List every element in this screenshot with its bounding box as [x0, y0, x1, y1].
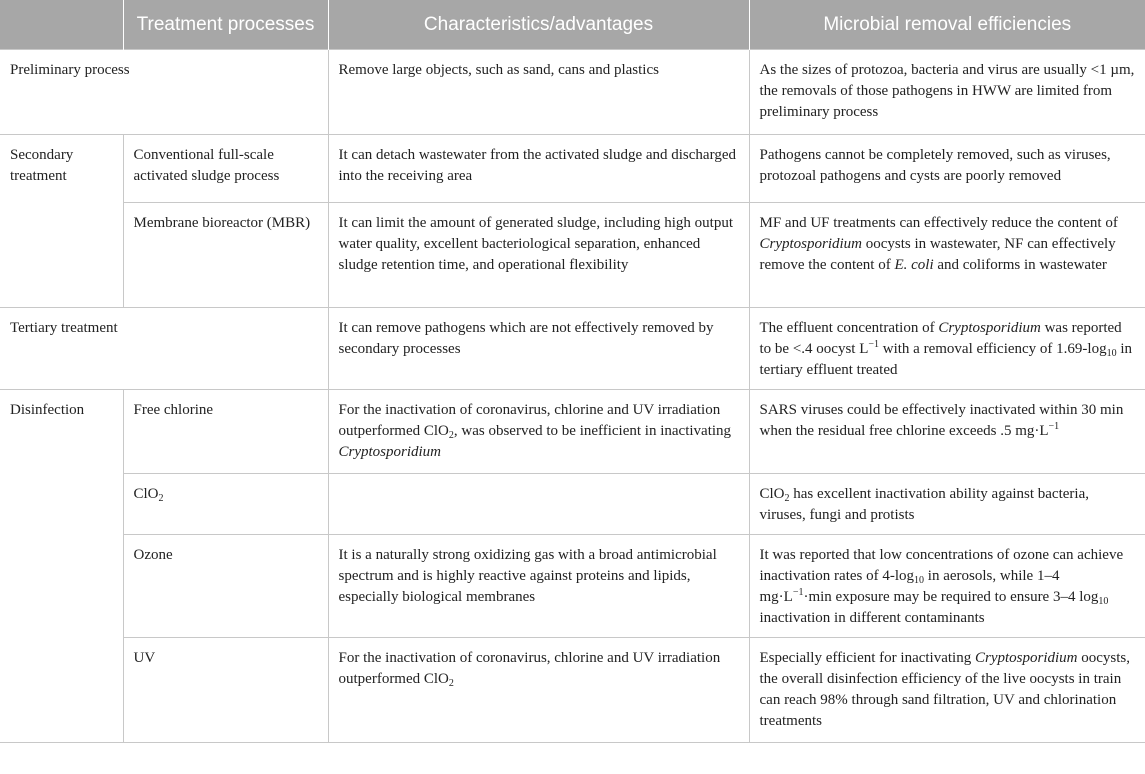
italic-term: Cryptosporidium [938, 319, 1041, 336]
text-run: The effluent concentration of [759, 319, 939, 336]
text-run: SARS viruses could be effectively inactivated within 30 min when the residual free chlorine exceeds .5 mg·L [759, 401, 1124, 439]
header-characteristics: Characteristics/advantages [328, 0, 749, 49]
category-cell: Disinfection [0, 389, 123, 742]
text-run: has excellent inactivation ability against bacteria, viruses, fungi and protists [759, 485, 1089, 523]
text-run: ClO [759, 485, 785, 502]
italic-term: Cryptosporidium [974, 649, 1078, 666]
efficiency-cell [749, 202, 1145, 307]
efficiency-cell: Pathogens cannot be completely removed, such as viruses, protozoal pathogens and cysts are poorly removed [749, 134, 1145, 202]
table-row [0, 389, 1145, 473]
process-cell [123, 473, 328, 534]
process-cell: Ozone [123, 534, 328, 637]
subscript: 10 [1098, 595, 1109, 607]
efficiency-cell [749, 534, 1145, 637]
characteristics-cell: Remove large objects, such as sand, cans and plastics [328, 49, 749, 134]
process-cell: Conventional full-scale activated sludge process [123, 134, 328, 202]
text-run: For the inactivation of coronavirus, chlorine and UV irradiation outperformed ClO [338, 649, 721, 687]
process-cell: Free chlorine [123, 389, 328, 473]
subscript: 10 [1106, 347, 1117, 359]
characteristics-cell [328, 637, 749, 742]
text-run: in tertiary effluent treated [759, 340, 1133, 378]
header-treatment-processes: Treatment processes [123, 0, 328, 49]
superscript: −1 [868, 338, 880, 350]
table-header-row [0, 0, 1145, 49]
subscript: 10 [914, 574, 925, 586]
text-run: MF and UF treatments can effectively reduce the content of [759, 214, 1118, 231]
table-row [0, 637, 1145, 742]
table-row [0, 134, 1145, 202]
header-category [0, 0, 123, 49]
text-run: in aerosols, while 1–4 mg·L [759, 567, 1060, 605]
italic-term: Cryptosporidium [338, 443, 442, 460]
text-run: For the inactivation of coronavirus, chlorine and UV irradiation outperformed ClO [338, 401, 721, 439]
italic-term: E. coli [894, 256, 934, 273]
italic-term: Cryptosporidium [759, 235, 863, 252]
text-run: with a removal efficiency of 1.69-log [879, 340, 1107, 357]
characteristics-cell [328, 389, 749, 473]
process-cell: Tertiary treatment [0, 307, 328, 389]
superscript: −1 [792, 586, 804, 598]
process-cell: UV [123, 637, 328, 742]
efficiency-cell [749, 637, 1145, 742]
characteristics-cell: It can remove pathogens which are not effectively removed by secondary processes [328, 307, 749, 389]
efficiency-cell [749, 473, 1145, 534]
text-run: It was reported that low concentrations of ozone can achieve inactivation rates of 4-log [759, 546, 1124, 584]
subscript: 2 [448, 429, 454, 441]
characteristics-cell: It is a naturally strong oxidizing gas with a broad antimicrobial spectrum and is highly reactive against proteins and lipids, especially biological membranes [328, 534, 749, 637]
text-run: , was observed to be inefficient in inactivating [453, 422, 732, 439]
superscript: −1 [1048, 420, 1060, 432]
text-run: ClO [133, 485, 159, 502]
subscript: 2 [448, 677, 454, 689]
header-removal-efficiencies: Microbial removal efficiencies [749, 0, 1145, 49]
table-row [0, 202, 1145, 307]
efficiency-cell [749, 389, 1145, 473]
characteristics-cell: It can limit the amount of generated sludge, including high output water quality, excellent bacteriological separation, enhanced sludge retention time, and operational flexibility [328, 202, 749, 307]
text-run: inactivation in different contaminants [759, 609, 985, 626]
text-run: oocysts in wastewater, NF can effectively remove the content of [759, 235, 1116, 273]
efficiency-cell: As the sizes of protozoa, bacteria and virus are usually <1 µm, the removals of those pathogens in HWW are limited from preliminary process [749, 49, 1145, 134]
text-run: oocysts, the overall disinfection efficiency of the live oocysts in train can reach 98% through sand filtration, UV and chlorination treatments [759, 649, 1130, 729]
text-run: Especially efficient for inactivating [759, 649, 975, 666]
text-run: and coliforms in wastewater [933, 256, 1107, 273]
characteristics-cell: It can detach wastewater from the activated sludge and discharged into the receiving area [328, 134, 749, 202]
table-row [0, 307, 1145, 389]
subscript: 2 [784, 492, 790, 504]
subscript: 2 [158, 492, 164, 504]
table-row [0, 473, 1145, 534]
category-cell: Secondary treatment [0, 134, 123, 307]
text-run: was reported to be <.4 oocyst L [759, 319, 1122, 357]
efficiency-cell [749, 307, 1145, 389]
process-cell: Membrane bioreactor (MBR) [123, 202, 328, 307]
process-cell: Preliminary process [0, 49, 328, 134]
table-row [0, 49, 1145, 134]
characteristics-cell [328, 473, 749, 534]
text-run: ·min exposure may be required to ensure 3–4 log [803, 588, 1099, 605]
table-row [0, 534, 1145, 637]
